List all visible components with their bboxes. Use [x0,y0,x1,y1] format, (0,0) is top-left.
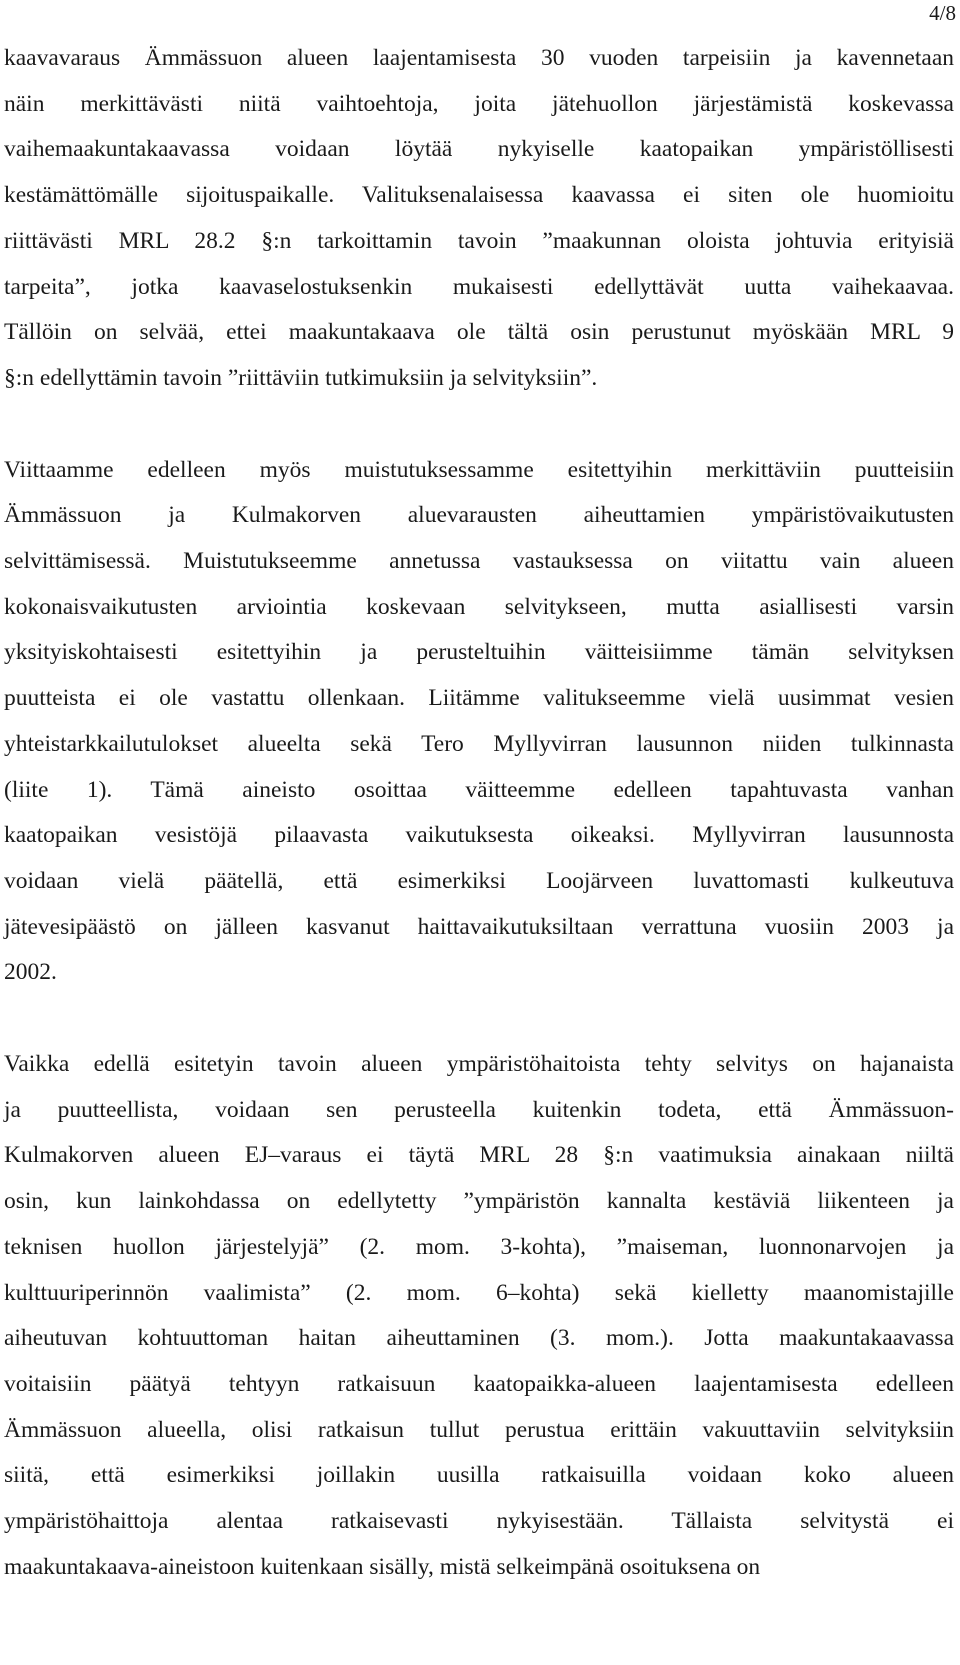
paragraph-line: tarpeita”, jotka kaavaselostuksenkin mukaisesti edellyttävät uutta vaihekaavaa. [4,273,954,300]
paragraph-line: 2002. [4,959,57,986]
paragraph-line: kulttuuriperinnön vaalimista” (2. mom. 6–kohta) sekä kielletty maanomistajille [4,1279,954,1306]
paragraph-line: yksityiskohtaisesti esitettyihin ja perusteltuihin väitteisiimme tämän selvityksen [4,639,954,666]
paragraph-line: kaatopaikan vesistöjä pilaavasta vaikutuksesta oikeaksi. Myllyvirran lausunnosta [4,822,954,849]
paragraph-line: osin, kun lainkohdassa on edellytetty ”ympäristön kannalta kestäviä liikenteen ja [4,1188,954,1215]
page-number: 4/8 [929,1,956,25]
paragraph-spacer [4,402,954,448]
paragraph-line: näin merkittävästi niitä vaihtoehtoja, joita jätehuollon järjestämistä koskevassa [4,90,954,117]
paragraph [4,1042,954,1590]
paragraph-line: kaavavaraus Ämmässuon alueen laajentamisesta 30 vuoden tarpeisiin ja kavennetaan [4,45,954,71]
paragraph-line: vaihemaakuntakaavassa voidaan löytää nykyiselle kaatopaikan ympäristöllisesti [4,136,954,163]
paragraph-line: selvittämisessä. Muistutukseemme annetussa vastauksessa on viitattu vain alueen [4,548,954,575]
paragraph-line: voitaisiin päätyä tehtyyn ratkaisuun kaatopaikka-alueen laajentamisesta edelleen [4,1370,954,1397]
paragraph-spacer [4,996,954,1042]
paragraph-line: riittävästi MRL 28.2 §:n tarkoittamin tavoin ”maakunnan oloista johtuvia erityisiä [4,227,954,254]
paragraph-line: Ämmässuon alueella, olisi ratkaisun tullut perustua erittäin vakuuttaviin selvityksiin [4,1416,954,1443]
paragraph-line: teknisen huollon järjestelyjä” (2. mom. 3-kohta), ”maiseman, luonnonarvojen ja [4,1233,954,1260]
paragraph-line: kokonaisvaikutusten arviointia koskevaan selvitykseen, mutta asiallisesti varsin [4,593,954,620]
paragraph-line: aiheutuvan kohtuuttoman haitan aiheuttaminen (3. mom.). Jotta maakuntakaavassa [4,1325,954,1352]
paragraph-line: Vaikka edellä esitetyin tavoin alueen ympäristöhaitoista tehty selvitys on hajanaista [4,1051,954,1078]
paragraph-line: Tällöin on selvää, ettei maakuntakaava ole tältä osin perustunut myöskään MRL 9 [4,319,954,346]
paragraph-line: Ämmässuon ja Kulmakorven aluevarausten aiheuttamien ympäristövaikutusten [4,502,954,529]
paragraph-line: (liite 1). Tämä aineisto osoittaa väitteemme edelleen tapahtuvasta vanhan [4,776,954,803]
paragraph-line: ja puutteellista, voidaan sen perusteella kuitenkin todeta, että Ämmässuon- [4,1096,954,1123]
paragraph-line: kestämättömälle sijoituspaikalle. Valituksenalaisessa kaavassa ei siten ole huomioitu [4,182,954,209]
paragraph-line: ympäristöhaittoja alentaa ratkaisevasti nykyisestään. Tällaista selvitystä ei [4,1508,954,1535]
paragraph-line: maakuntakaava-aineistoon kuitenkaan sisälly, mistä selkeimpänä osoituksena on [4,1553,761,1580]
paragraph-line: puutteista ei ole vastattu ollenkaan. Liitämme valitukseemme vielä uusimmat vesien [4,685,954,712]
document-body [4,36,954,1591]
paragraph [4,448,954,996]
paragraph-line: Kulmakorven alueen EJ–varaus ei täytä MRL 28 §:n vaatimuksia ainakaan niiltä [4,1142,954,1169]
paragraph-line: siitä, että esimerkiksi joillakin uusilla ratkaisuilla voidaan koko alueen [4,1462,954,1489]
paragraph-line: §:n edellyttämin tavoin ”riittäviin tutkimuksiin ja selvityksiin”. [4,364,598,391]
paragraph [4,36,954,402]
paragraph-line: jätevesipäästö on jälleen kasvanut haittavaikutuksiltaan verrattuna vuosiin 2003 ja [4,913,954,940]
paragraph-line: yhteistarkkailutulokset alueelta sekä Tero Myllyvirran lausunnon niiden tulkinnasta [4,730,954,757]
paragraph-line: Viittaamme edelleen myös muistutuksessamme esitettyihin merkittäviin puutteisiin [4,456,954,483]
paragraph-line: voidaan vielä päätellä, että esimerkiksi Loojärveen luvattomasti kulkeutuva [4,867,954,894]
